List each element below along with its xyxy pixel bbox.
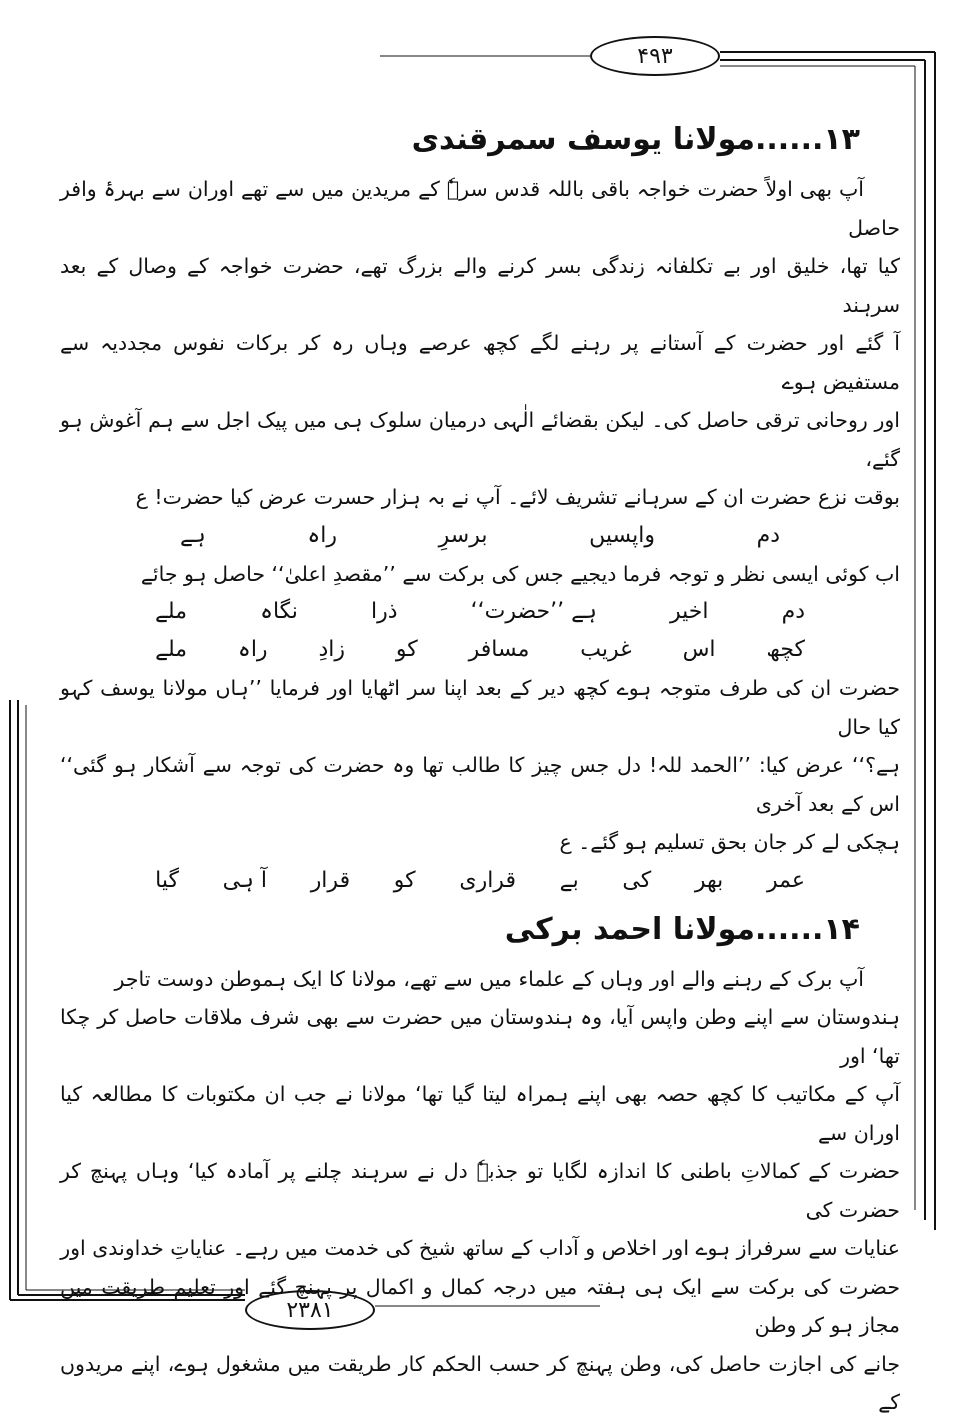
verse-word: ذرا bbox=[371, 599, 398, 624]
section-13-line-5: بوقت نزع حضرت ان کے سرہانے تشریف لائے۔ آپ نے بہ ہزار حسرت عرض کیا حضرت! ع bbox=[135, 485, 900, 509]
verse-word: کو bbox=[393, 867, 416, 893]
verse-word: کی bbox=[622, 867, 652, 893]
section-14-heading: ۱۴......مولانا احمد برکی bbox=[504, 911, 860, 947]
verse-3 bbox=[155, 862, 805, 900]
verse-2a bbox=[155, 593, 805, 631]
verse-word: مسافر bbox=[468, 637, 530, 662]
section-14-line-7: جانے کی اجازت حاصل کی، وطن پہنچ کر حسب الحکم کار طریقت میں مشغول ہوے، اپنے مریدوں کے bbox=[60, 1351, 900, 1414]
verse-word: ہے ’’حضرت‘‘ bbox=[470, 599, 597, 624]
verse-word: برسرِ bbox=[438, 522, 488, 548]
section-13-line-2: کیا تھا، خلیق اور بے تکلفانہ زندگی بسر کرنے والے بزرگ تھے، حضرت خواجہ کے وصال کے بعد سرہند bbox=[60, 254, 900, 317]
section-14-line-1: آپ برک کے رہنے والے اور وہاں کے علماء میں سے تھے، مولانا کا ایک ہموطن دوست تاجر bbox=[114, 966, 864, 991]
section-13-line-8: ہے؟‘‘ عرض کیا: ’’الحمد للہ! دل جس چیز کا طالب تھا وہ حضرت کی توجہ سے آشکار ہو گئی‘‘ اس کے بعد آخری bbox=[60, 753, 900, 816]
verse-word: دم bbox=[781, 599, 805, 624]
section-14-line-5: عنایات سے سرفراز ہوے اور اخلاص و آداب کے ساتھ شیخ کی خدمت میں رہے۔ عنایاتِ خداوندی اور bbox=[60, 1236, 900, 1260]
verse-2b bbox=[155, 631, 805, 669]
verse-1 bbox=[180, 517, 780, 555]
verse-word: اخیر bbox=[670, 599, 709, 624]
verse-word: ملے bbox=[155, 637, 188, 662]
section-13-line-7: حضرت ان کی طرف متوجہ ہوے کچھ دیر کے بعد اپنا سر اٹھایا اور فرمایا ’’ہاں مولانا یوسف کہو کیا حال bbox=[60, 676, 900, 739]
verse-word: نگاہ bbox=[260, 599, 298, 624]
verse-word: اس bbox=[682, 637, 716, 662]
section-13-heading: ۱۳......مولانا یوسف سمرقندی bbox=[411, 122, 860, 157]
verse-word: راہ bbox=[237, 637, 268, 662]
verse-word: بھر bbox=[694, 867, 724, 893]
section-14-line-6: حضرت کی برکت سے ایک ہی ہفتہ میں درجہ کمال و اکمال پر پہنچ گئے اور تعلیم طریقت میں مجاز ہو کر وطن bbox=[60, 1274, 900, 1337]
verse-word: راہ bbox=[307, 522, 338, 548]
verse-word: دم bbox=[756, 522, 780, 548]
section-14-line-2: ہندوستان سے اپنے وطن واپس آیا، وہ ہندوستان میں حضرت سے بھی شرف ملاقات حاصل کر چکا تھا‘ اور bbox=[60, 1005, 900, 1068]
verse-word: عمر bbox=[767, 867, 805, 893]
verse-word: غریب bbox=[580, 637, 632, 662]
verse-word: آ ہی bbox=[222, 867, 267, 893]
verse-word: ملے bbox=[155, 599, 187, 624]
section-13-line-9: ہچکی لے کر جان بحق تسلیم ہو گئے۔ ع bbox=[559, 830, 900, 854]
verse-word: واپسیں bbox=[589, 522, 655, 548]
section-13-line-6: اب کوئی ایسی نظر و توجہ فرما دیجیے جس کی برکت سے ’’مقصدِ اعلیٰ‘‘ حاصل ہو جائے bbox=[140, 561, 900, 586]
section-13-line-1: آپ بھی اولاً حضرت خواجہ باقی باللہ قدس سرہٗ کے مریدین میں سے تھے اوران سے بہرۂ وافر حاصل bbox=[60, 177, 900, 240]
verse-word: کچھ bbox=[766, 637, 805, 662]
section-14-line-3: آپ کے مکاتیب کا کچھ حصہ بھی اپنے ہمراہ لیتا گیا تھا‘ مولانا نے جب ان مکتوبات کا مطالعہ کیا اوران سے bbox=[60, 1082, 900, 1145]
page-number-bottom: ۲۳۸۱ bbox=[245, 1290, 375, 1330]
verse-word: قراری bbox=[459, 867, 516, 893]
page-body bbox=[60, 118, 900, 1422]
section-13-line-3: آ گئے اور حضرت کے آستانے پر رہنے لگے کچھ عرصے وہاں رہ کر برکات نفوس مجددیہ سے مستفیض ہوے bbox=[60, 331, 900, 394]
verse-word: گیا bbox=[155, 867, 179, 893]
section-13-line-4: اور روحانی ترقی حاصل کی۔ لیکن بقضائے الٰہی درمیان سلوک ہی میں پیک اجل سے ہم آغوش ہو گئے، bbox=[60, 408, 900, 471]
verse-word: بے bbox=[559, 867, 579, 893]
page-number-top: ۴۹۳ bbox=[590, 36, 720, 76]
section-14-line-4: حضرت کے کمالاتِ باطنی کا اندازہ لگایا تو جذبہٗ دل نے سرہند چلنے پر آمادہ کیا‘ وہاں پہنچ کر حضرت کی bbox=[60, 1159, 900, 1222]
verse-word: ہے bbox=[180, 522, 206, 548]
verse-word: زادِ bbox=[318, 637, 345, 662]
verse-word: قرار bbox=[310, 867, 351, 893]
verse-word: کو bbox=[395, 637, 418, 662]
